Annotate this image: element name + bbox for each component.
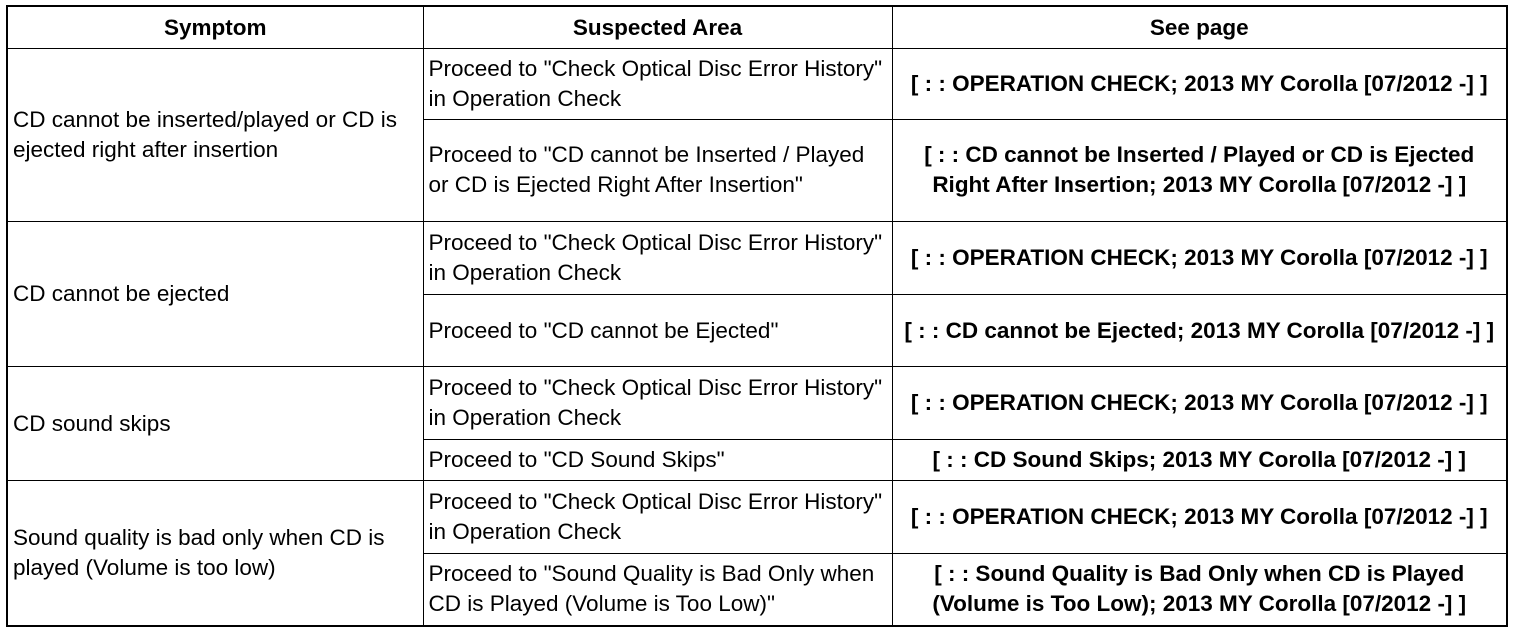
see-page-link[interactable]: [ : : OPERATION CHECK; 2013 MY Corolla [07/2012 -] ] [892, 222, 1507, 295]
header-suspected-area: Suspected Area [423, 6, 892, 49]
header-see-page: See page [892, 6, 1507, 49]
suspected-area-cell: Proceed to "CD Sound Skips" [423, 440, 892, 481]
table-row [7, 49, 1507, 120]
see-page-link[interactable]: [ : : CD cannot be Ejected; 2013 MY Corolla [07/2012 -] ] [892, 294, 1507, 367]
symptom-cell: CD cannot be ejected [7, 222, 423, 367]
header-symptom: Symptom [7, 6, 423, 49]
symptom-cell: Sound quality is bad only when CD is played (Volume is too low) [7, 481, 423, 626]
symptom-cell: CD sound skips [7, 367, 423, 481]
table-row [7, 367, 1507, 440]
table-row [7, 481, 1507, 554]
suspected-area-cell: Proceed to "Check Optical Disc Error History" in Operation Check [423, 49, 892, 120]
table-header-row [7, 6, 1507, 49]
see-page-link[interactable]: [ : : OPERATION CHECK; 2013 MY Corolla [07/2012 -] ] [892, 49, 1507, 120]
see-page-link[interactable]: [ : : Sound Quality is Bad Only when CD is Played (Volume is Too Low); 2013 MY Corolla [07/2012 -] ] [892, 553, 1507, 626]
suspected-area-cell: Proceed to "CD cannot be Ejected" [423, 294, 892, 367]
table-row [7, 222, 1507, 295]
suspected-area-cell: Proceed to "Check Optical Disc Error History" in Operation Check [423, 481, 892, 554]
suspected-area-cell: Proceed to "Check Optical Disc Error History" in Operation Check [423, 222, 892, 295]
see-page-link[interactable]: [ : : OPERATION CHECK; 2013 MY Corolla [07/2012 -] ] [892, 367, 1507, 440]
suspected-area-cell: Proceed to "CD cannot be Inserted / Played or CD is Ejected Right After Insertion" [423, 119, 892, 222]
suspected-area-cell: Proceed to "Check Optical Disc Error History" in Operation Check [423, 367, 892, 440]
see-page-link[interactable]: [ : : CD Sound Skips; 2013 MY Corolla [07/2012 -] ] [892, 440, 1507, 481]
symptom-cell: CD cannot be inserted/played or CD is ejected right after insertion [7, 49, 423, 222]
see-page-link[interactable]: [ : : CD cannot be Inserted / Played or CD is Ejected Right After Insertion; 2013 MY Corolla [07/2012 -] ] [892, 119, 1507, 222]
see-page-link[interactable]: [ : : OPERATION CHECK; 2013 MY Corolla [07/2012 -] ] [892, 481, 1507, 554]
suspected-area-cell: Proceed to "Sound Quality is Bad Only when CD is Played (Volume is Too Low)" [423, 553, 892, 626]
troubleshooting-table [6, 5, 1508, 627]
